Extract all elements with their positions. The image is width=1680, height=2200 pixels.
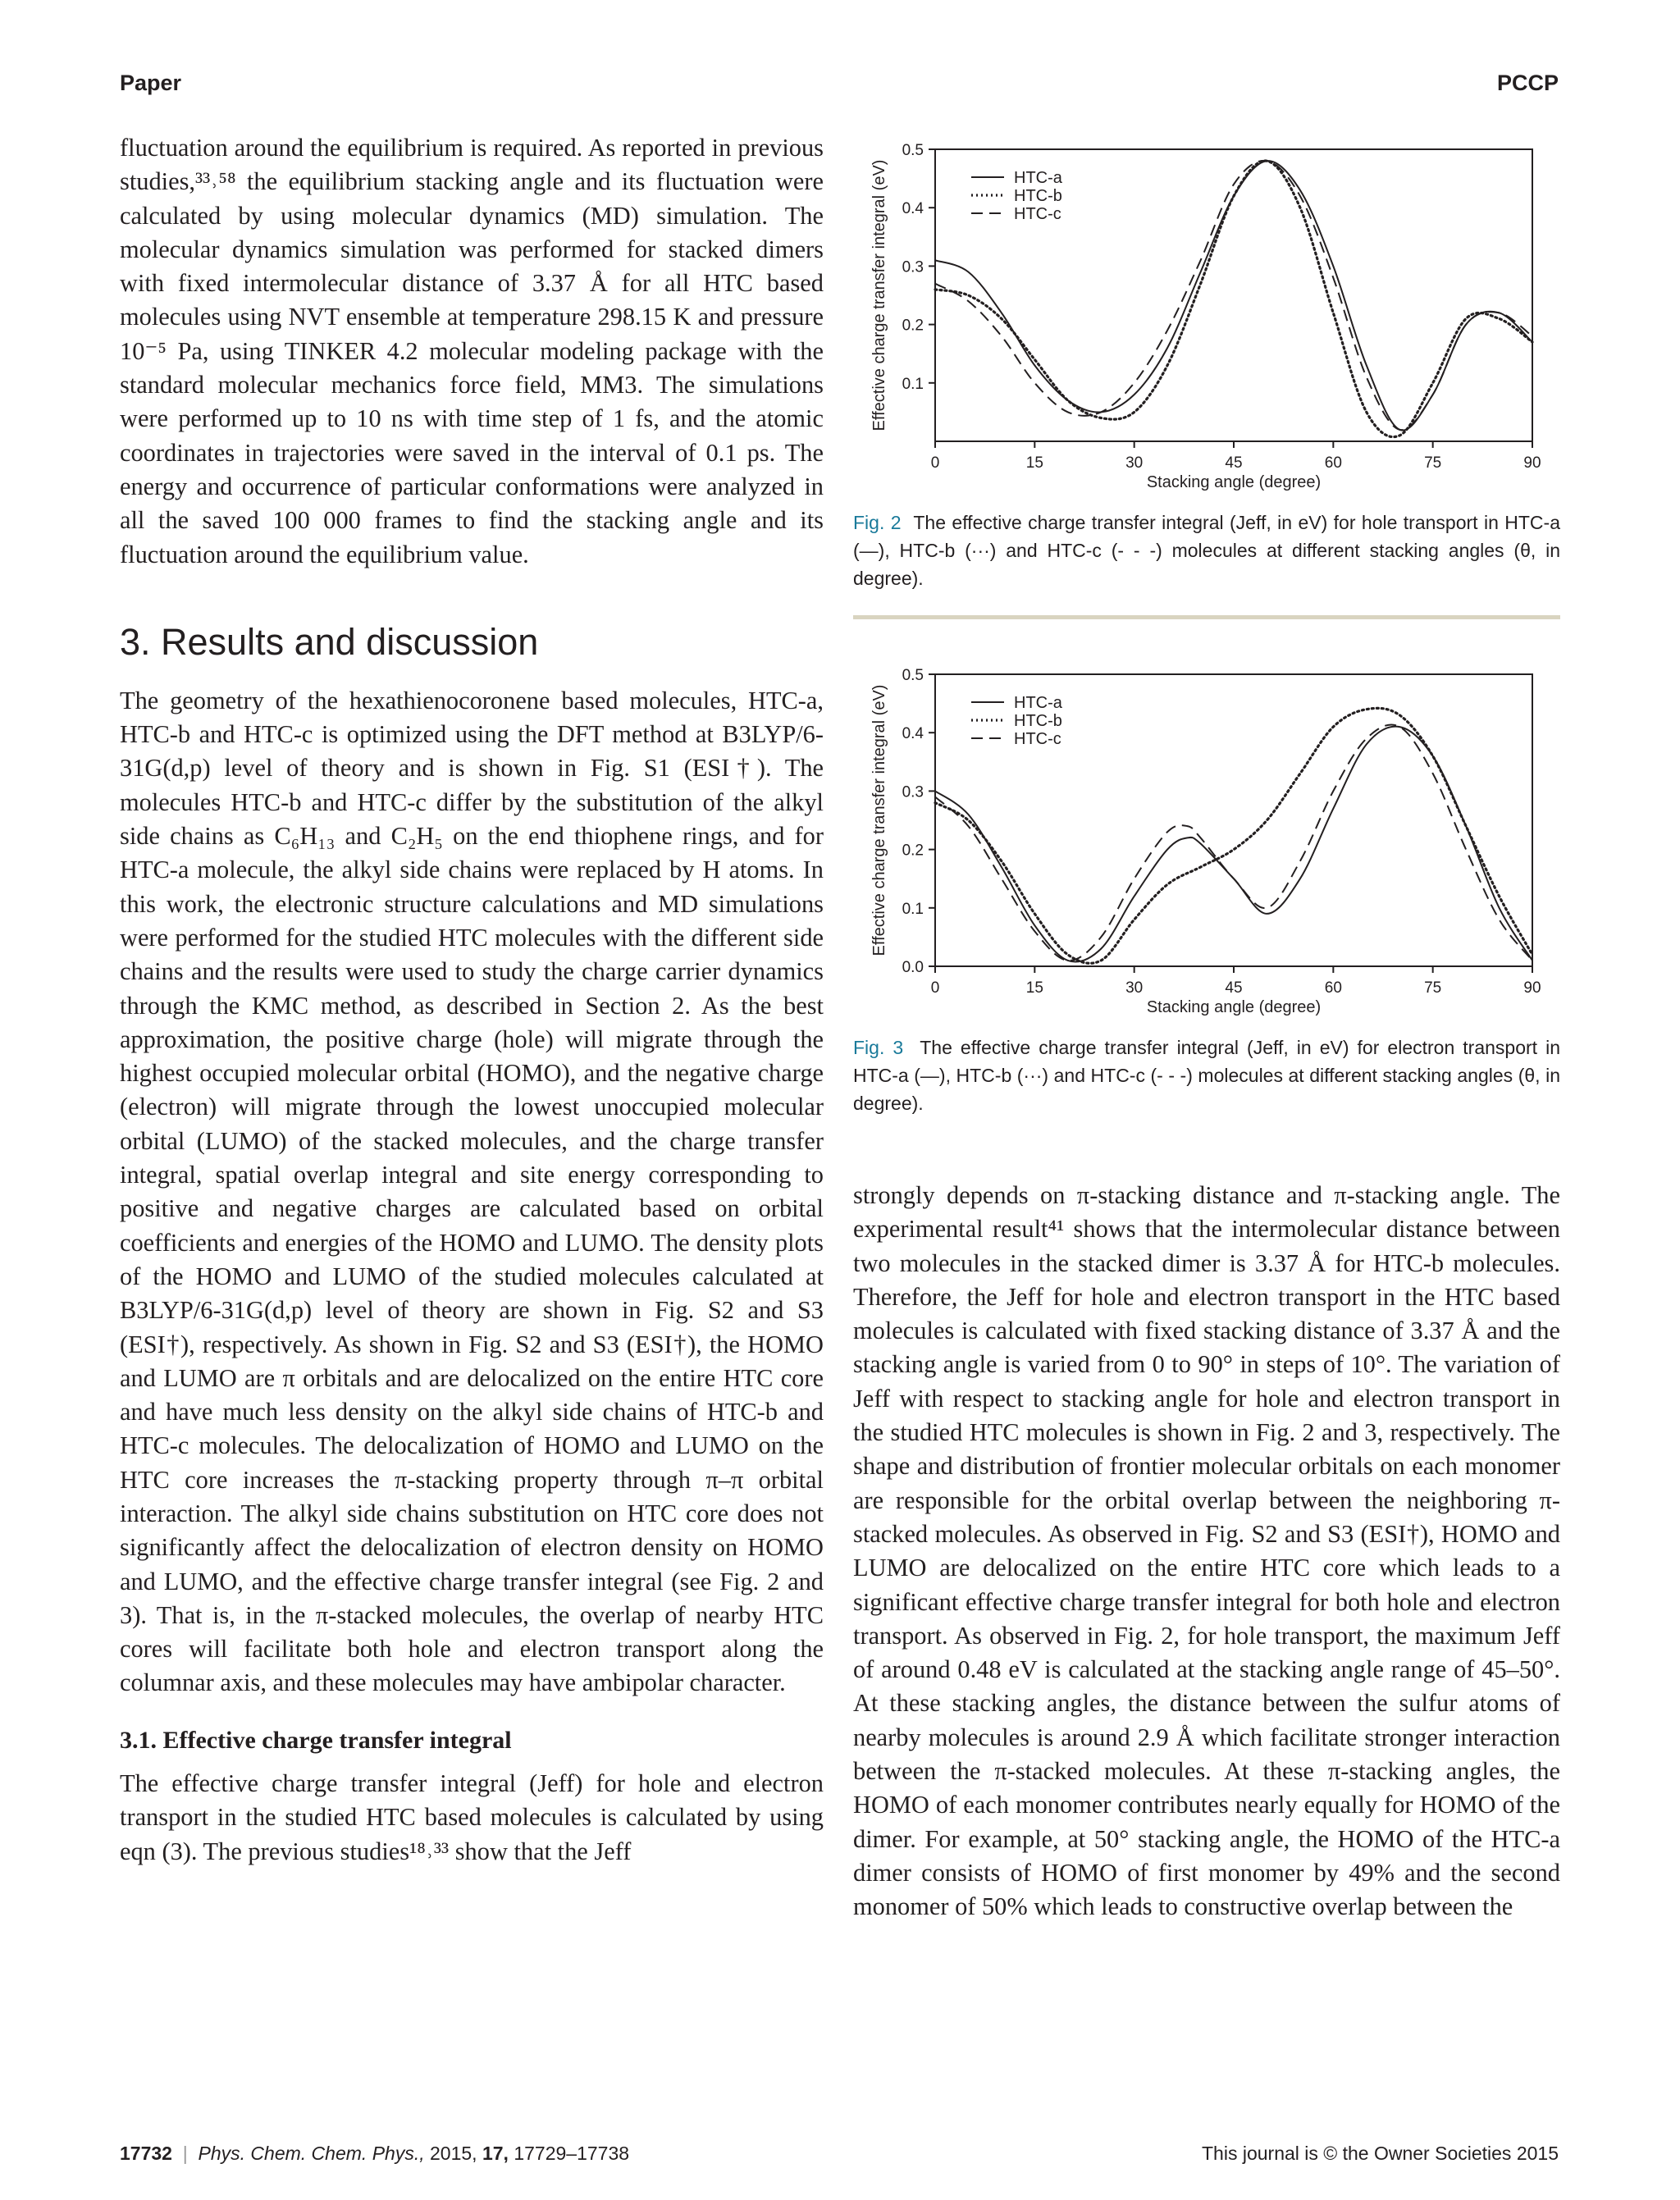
section-title: 3. Results and discussion <box>120 620 539 663</box>
y-tick-label: 0.1 <box>902 900 924 918</box>
y-tick-label: 0.3 <box>902 258 924 276</box>
figure-3-caption-text: The effective charge transfer integral (Jeff, in eV) for electron transport in HTC-a (—), HTC-b (···) and HTC-c (- - -) molecules at different stacking angles (θ, in degree). <box>853 1037 1560 1114</box>
x-tick-label: 0 <box>930 454 940 472</box>
legend-label: HTC-b <box>1014 712 1062 730</box>
figure-3-chart <box>853 656 1560 1034</box>
footer-pages: 17729–17738 <box>514 2143 630 2164</box>
page-header-left: Paper <box>120 71 182 95</box>
x-axis-title: Stacking angle (degree) <box>1146 998 1322 1016</box>
figure-3 <box>853 656 1560 1117</box>
y-tick-label: 0.5 <box>902 142 924 159</box>
figure-2-caption-label: Fig. 2 <box>853 512 902 533</box>
footer-page-number: 17732 <box>120 2143 172 2164</box>
y-tick-label: 0.4 <box>902 725 924 743</box>
x-tick-label: 75 <box>1424 979 1442 997</box>
figure-2-rule <box>853 615 1560 619</box>
x-tick-label: 90 <box>1523 979 1541 997</box>
x-tick-label: 75 <box>1424 454 1442 472</box>
figure-2 <box>853 131 1560 592</box>
footer-journal: Phys. Chem. Chem. Phys., <box>198 2143 425 2164</box>
subsection-paragraph: The effective charge transfer integral (Jeff) for hole and electron transport in the studied HTC based molecules is calculated by using eqn (3). The previous studies¹⁸˒³³ show that the Jeff <box>120 1769 824 1865</box>
y-tick-label: 0.4 <box>902 200 924 218</box>
x-tick-label: 30 <box>1125 979 1144 997</box>
y-tick-label: 0.3 <box>902 783 924 801</box>
left-column <box>120 131 824 1869</box>
figure-3-caption <box>853 1034 1560 1117</box>
footer-volume: 17, <box>482 2143 509 2164</box>
figure-2-caption <box>853 509 1560 592</box>
y-tick-label: 0.5 <box>902 667 924 684</box>
results-paragraph: The geometry of the hexathienocoronene based molecules, HTC-a, HTC-b and HTC-c is optimized using the DFT method at B3LYP/6-31G(d,p) level of theory and is shown in Fig. S1 (ESI†). The molecules HTC-b and HTC-c differ by the substitution of the alkyl side chains as C₆H₁₃ and C₂H₅ on the end thiophene rings, and for HTC-a molecule, the alkyl side chains were replaced by H atoms. In this work, the electronic structure calculations and MD simulations were performed for the studied HTC molecules with the different side chains and the results were used to study the charge carrier dynamics through the KMC method, as described in Section 2. As the best approximation, the positive charge (hole) will migrate through the highest occupied molecular orbital (HOMO), and the negative charge (electron) will migrate through the lowest unoccupied molecular orbital (LUMO) of the stacked molecules, and the charge transfer integral, spatial overlap integral and site energy corresponding to positive and negative charges are calculated based on orbital coefficients and energies of the HOMO and LUMO. The density plots of the HOMO and LUMO of the studied molecules calculated at B3LYP/6-31G(d,p) level of theory are shown in Fig. S2 and S3 (ESI†), respectively. As shown in Fig. S2 and S3 (ESI†), the HOMO and LUMO are π orbitals and are delocalized on the entire HTC core and have much less density on the alkyl side chains of HTC-b and HTC-c molecules. The delocalization of HOMO and LUMO on the HTC core increases the π-stacking property through π–π orbital interaction. The alkyl side chains substitution on HTC core does not significantly affect the delocalization of electron density on HOMO and LUMO, and the effective charge transfer integral (see Fig. 2 and 3). That is, in the π-stacked molecules, the overlap of nearby HTC cores will facilitate both hole and electron transport along the columnar axis, and these molecules may have ambipolar character. <box>120 686 824 1697</box>
y-axis-title: Effective charge transfer integral (eV) <box>870 684 888 956</box>
x-tick-label: 15 <box>1025 454 1043 472</box>
x-tick-label: 60 <box>1324 454 1342 472</box>
series-line-htc-a <box>935 727 1532 962</box>
y-tick-label: 0.2 <box>902 842 924 860</box>
legend-label: HTC-c <box>1014 730 1061 748</box>
figure-2-caption-text: The effective charge transfer integral (Jeff, in eV) for hole transport in HTC-a (—), HTC-b (···) and HTC-c (- - -) molecules at different stacking angles (θ, in degree). <box>853 512 1560 589</box>
x-tick-label: 0 <box>930 979 940 997</box>
legend-label: HTC-b <box>1014 187 1062 205</box>
legend-label: HTC-c <box>1014 205 1061 223</box>
y-tick-label: 0.0 <box>902 959 924 976</box>
figure-2-chart <box>853 131 1560 509</box>
subsection-title: 3.1. Effective charge transfer integral <box>120 1726 512 1754</box>
right-column <box>853 1179 1560 1924</box>
legend-label: HTC-a <box>1014 694 1062 712</box>
x-tick-label: 90 <box>1523 454 1541 472</box>
series-line-htc-c <box>935 724 1532 960</box>
footer-year: 2015, <box>430 2143 477 2164</box>
legend-label: HTC-a <box>1014 169 1062 187</box>
footer-left: 17732 | Phys. Chem. Chem. Phys., 2015, 17, 17729–17738 <box>120 2143 630 2164</box>
figure-3-caption-label: Fig. 3 <box>853 1037 904 1058</box>
x-tick-label: 45 <box>1225 454 1243 472</box>
y-tick-label: 0.2 <box>902 317 924 335</box>
x-tick-label: 30 <box>1125 454 1144 472</box>
x-tick-label: 15 <box>1025 979 1043 997</box>
y-axis-title: Effective charge transfer integral (eV) <box>870 159 888 431</box>
intro-paragraph: fluctuation around the equilibrium is required. As reported in previous studies,³³˒⁵⁸ the equilibrium stacking angle and its fluctuation were calculated by using molecular dynamics (MD) simulation. The molecular dynamics simulation was performed for stacked dimers with fixed intermolecular distance of 3.37 Å for all HTC based molecules using NVT ensemble at temperature 298.15 K and pressure 10⁻⁵ Pa, using TINKER 4.2 molecular modeling package with the standard molecular mechanics force field, MM3. The simulations were performed up to 10 ns with time step of 1 fs, and the atomic coordinates in trajectories were saved in the interval of 0.1 ps. The energy and occurrence of particular conformations were analyzed in all the saved 100 000 frames to find the stacking angle and its fluctuation around the equilibrium value. <box>120 134 824 568</box>
y-tick-label: 0.1 <box>902 375 924 393</box>
page-header-right: PCCP <box>1496 71 1559 95</box>
x-axis-title: Stacking angle (degree) <box>1146 473 1322 491</box>
footer-right: This journal is © the Owner Societies 2015 <box>1202 2143 1559 2164</box>
x-tick-label: 60 <box>1324 979 1342 997</box>
x-tick-label: 45 <box>1225 979 1243 997</box>
right-paragraph: strongly depends on π-stacking distance and π-stacking angle. The experimental result⁴¹ shows that the intermolecular distance between two molecules in the stacked dimer is 3.37 Å for HTC-b molecules. Therefore, the Jeff for hole and electron transport in the HTC based molecules is calculated with fixed stacking distance of 3.37 Å and the stacking angle is varied from 0 to 90° in steps of 10°. The variation of Jeff with respect to stacking angle for hole and electron transport in the studied HTC molecules is shown in Fig. 2 and 3, respectively. The shape and distribution of frontier molecular orbitals on each monomer are responsible for the orbital overlap between the neighboring π-stacked molecules. As observed in Fig. S2 and S3 (ESI†), HOMO and LUMO are delocalized on the entire HTC core which leads to a significant effective charge transfer integral for both hole and electron transport. As observed in Fig. 2, for hole transport, the maximum Jeff of around 0.48 eV is calculated at the stacking angle range of 45–50°. At these stacking angles, the distance between the sulfur atoms of nearby molecules is around 2.9 Å which facilitate stronger interaction between the π-stacked molecules. At these π-stacking angles, the HOMO of each monomer contributes nearly equally for HOMO of the dimer. For example, at 50° stacking angle, the HOMO of the HTC-a dimer consists of HOMO of first monomer by 49% and the second monomer of 50% which leads to constructive overlap between the <box>853 1181 1560 1921</box>
